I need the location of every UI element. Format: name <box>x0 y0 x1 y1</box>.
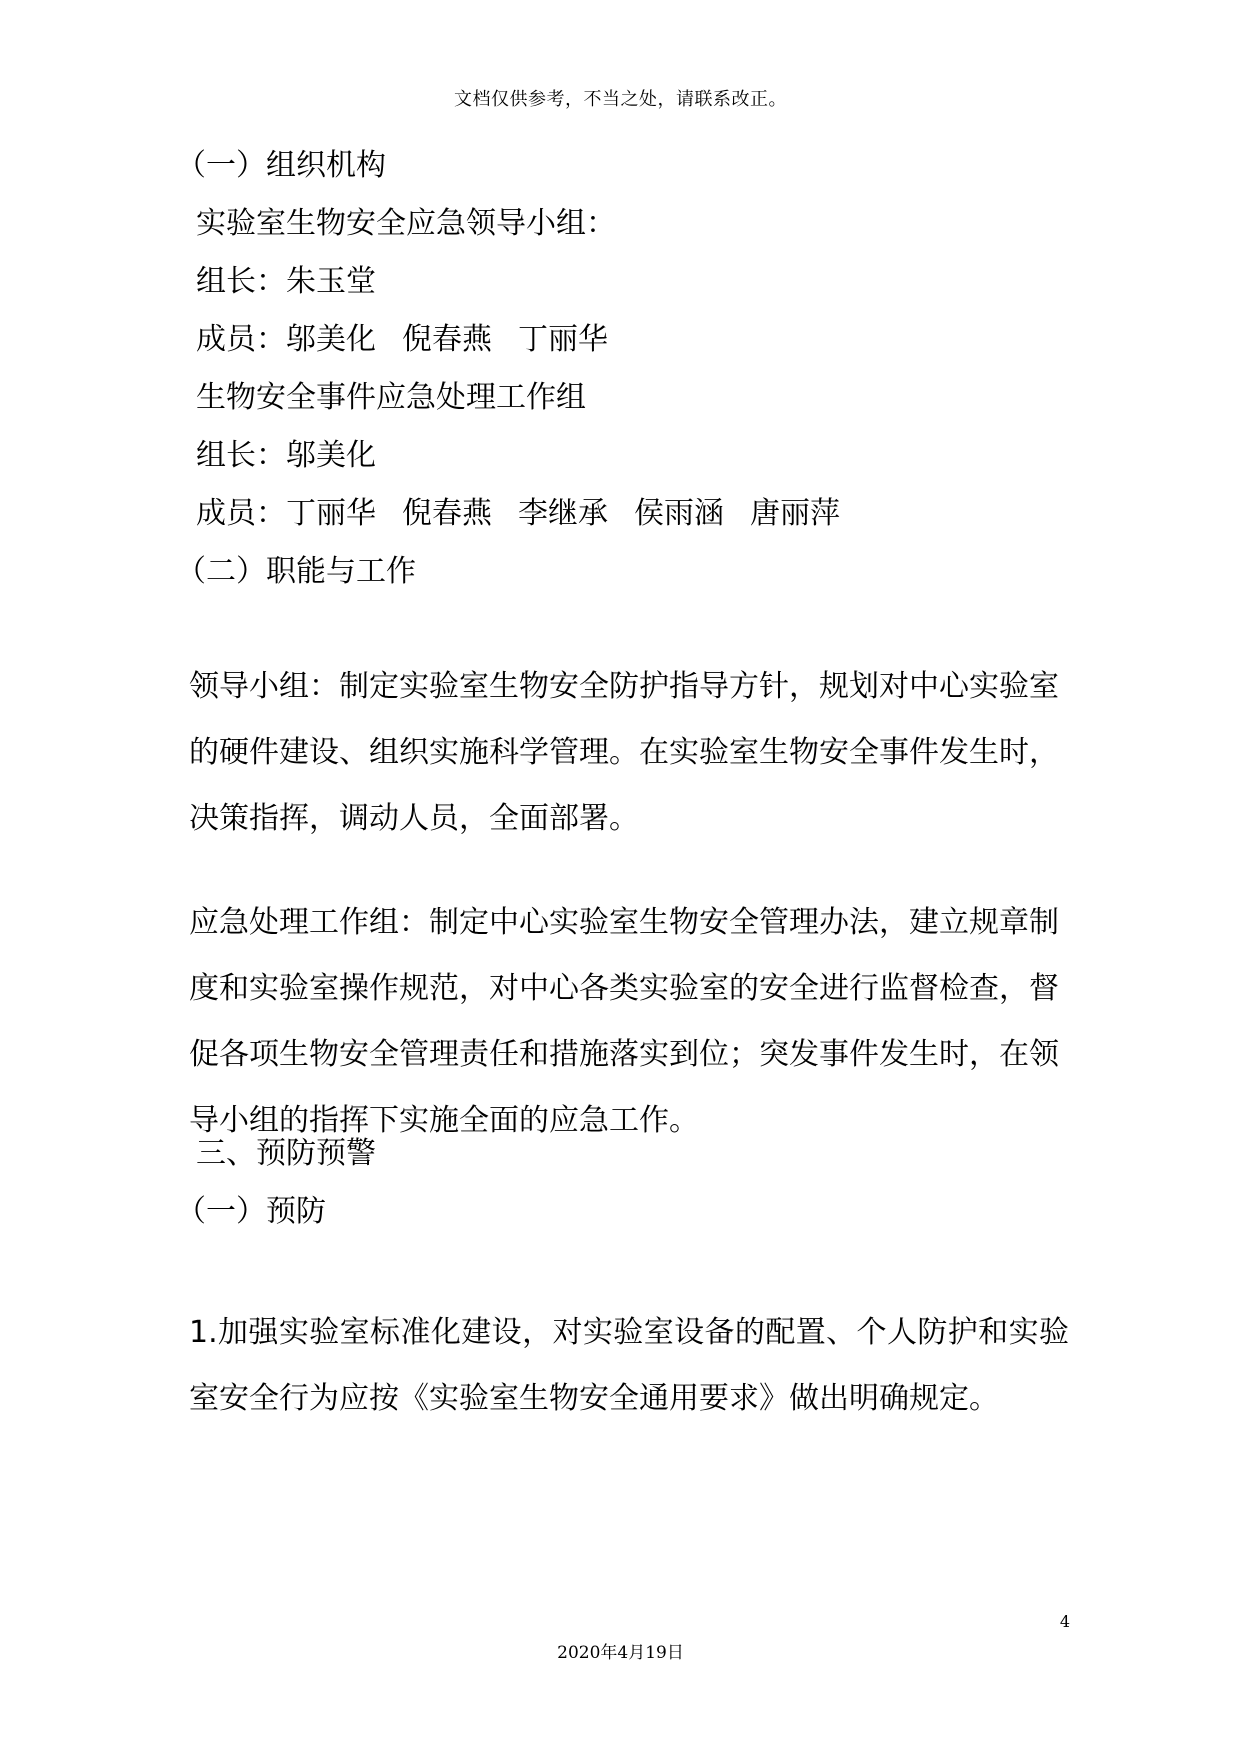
members-label: 成员： <box>196 322 286 357</box>
member-name: 丁丽华 <box>518 322 608 357</box>
member-name: 侯雨涵 <box>634 496 724 531</box>
org-heading: （一）组织机构 <box>176 148 386 183</box>
member-name: 唐丽萍 <box>750 496 840 531</box>
prevention-item-1: 1.加强实验室标准化建设，对实验室设备的配置、个人防护和实验室安全行为应按《实验室生物安全通用要求》做出明确规定。 <box>189 1315 1069 1416</box>
duties-heading: （二）职能与工作 <box>176 554 416 589</box>
leadership-group-title: 实验室生物安全应急领导小组： <box>196 206 616 241</box>
header-disclaimer: 文档仅供参考，不当之处，请联系改正。 <box>454 89 787 110</box>
member-name: 倪春燕 <box>402 496 492 531</box>
leadership-duties-paragraph: 领导小组：制定实验室生物安全防护指导方针，规划对中心实验室的硬件建设、组织实施科学管理。在实验室生物安全事件发生时，决策指挥，调动人员，全面部署。 <box>189 669 1059 836</box>
prevention-section-heading: 三、预防预警 <box>196 1136 376 1171</box>
member-name: 李继承 <box>518 496 608 531</box>
response-duties-paragraph: 应急处理工作组：制定中心实验室生物安全管理办法，建立规章制度和实验室操作规范，对中心各类实验室的安全进行监督检查，督促各项生物安全管理责任和措施落实到位；突发事件发生时，在领导小组的指挥下实施全面的应急工作。 <box>189 905 1059 1138</box>
response-group-title: 生物安全事件应急处理工作组 <box>196 380 586 415</box>
member-name: 邬美化 <box>286 322 376 357</box>
member-name: 倪春燕 <box>402 322 492 357</box>
footer-date: 2020年4月19日 <box>557 1643 684 1663</box>
page-number: 4 <box>1059 1612 1070 1631</box>
response-members-line <box>196 494 840 534</box>
prevention-subheading: （一）预防 <box>176 1194 326 1229</box>
leadership-leader: 组长：朱玉堂 <box>196 264 376 299</box>
members-label: 成员： <box>196 496 286 531</box>
member-name: 丁丽华 <box>286 496 376 531</box>
leadership-members-line <box>196 320 608 360</box>
response-leader: 组长：邬美化 <box>196 438 376 473</box>
